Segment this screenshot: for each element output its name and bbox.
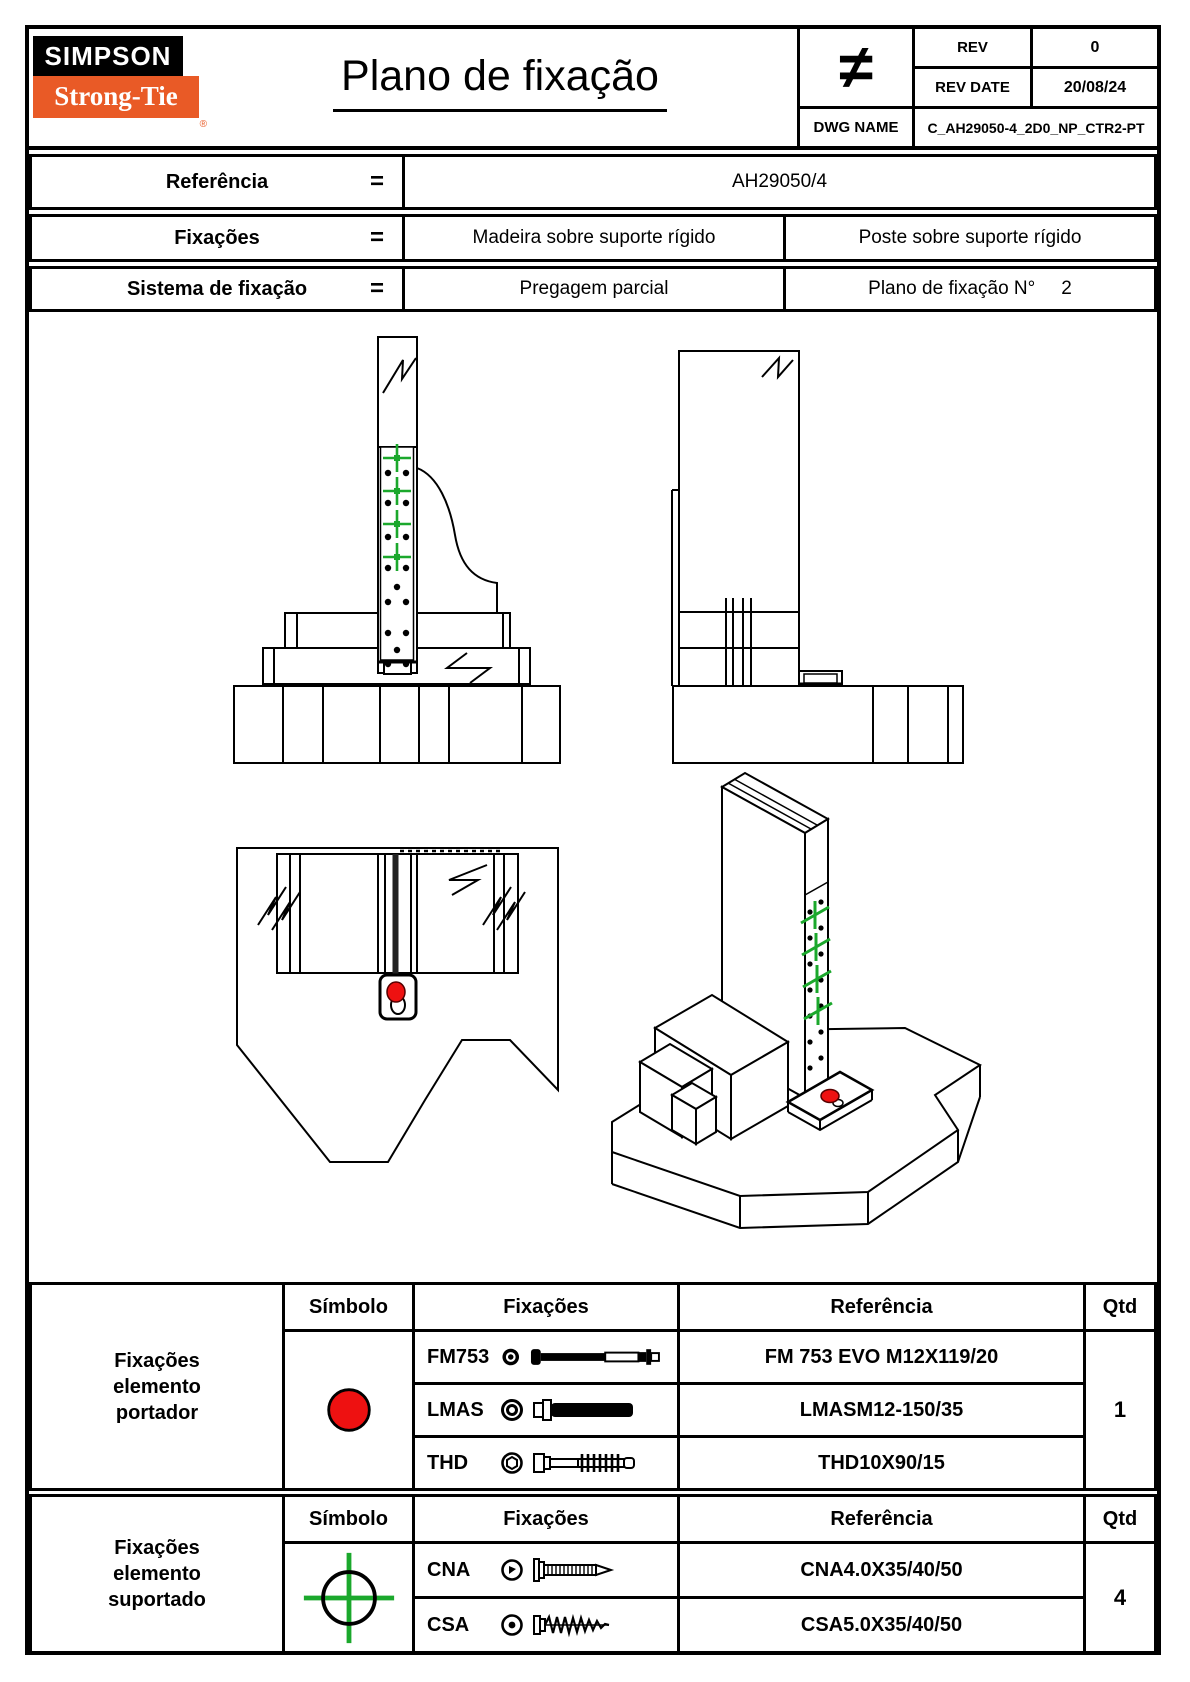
rev-date-value: 20/08/24	[1033, 69, 1157, 106]
col-header-qtd: Qtd	[1086, 1285, 1154, 1329]
col-header-qtd: Qtd	[1086, 1497, 1154, 1541]
cna-head-icon	[500, 1558, 524, 1582]
equals-sign: =	[369, 168, 384, 195]
csa-head-icon	[500, 1613, 524, 1637]
fixing-code: THD	[427, 1451, 469, 1474]
fixing-code: LMAS	[427, 1398, 484, 1421]
sistema-label: Sistema de fixação	[126, 277, 308, 300]
header-separator	[29, 146, 1157, 150]
referencia-label: Referência	[165, 170, 269, 193]
fixing-row-thd	[415, 1438, 677, 1488]
rev-label: REV	[915, 29, 1030, 66]
isometric-view	[612, 773, 980, 1228]
symbol-cell-portador	[285, 1332, 412, 1488]
sistema-row	[29, 266, 1157, 312]
referencia-value: AH29050/4	[405, 157, 1154, 207]
front-view	[234, 337, 560, 763]
side-view	[672, 351, 963, 763]
fm753-head-icon	[500, 1346, 521, 1368]
technical-drawing	[29, 312, 1157, 1280]
reference-csa: CSA5.0X35/40/50	[680, 1599, 1083, 1651]
title-block	[797, 29, 1157, 146]
group-label-suportado: Fixações elemento suportado	[32, 1497, 282, 1651]
csa-screw-graphic	[533, 1612, 643, 1638]
fixing-row-lmas	[415, 1385, 677, 1435]
fastener-table-portador	[29, 1282, 1157, 1491]
lmas-head-icon	[500, 1398, 524, 1422]
thd-screw-graphic	[533, 1450, 653, 1476]
fixing-code: CSA	[427, 1613, 470, 1636]
reference-row	[29, 154, 1157, 210]
col-header-simbolo: Símbolo	[285, 1285, 412, 1329]
fixing-code: CNA	[427, 1558, 471, 1581]
reference-lmas: LMASM12-150/35	[680, 1385, 1083, 1435]
col-header-fixacoes: Fixações	[415, 1285, 677, 1329]
simpson-strongtie-logo	[33, 36, 207, 130]
col-header-simbolo: Símbolo	[285, 1497, 412, 1541]
cna-nail-graphic	[533, 1557, 643, 1583]
rev-date-label: REV DATE	[915, 69, 1030, 106]
fixacoes-row	[29, 214, 1157, 262]
fixing-row-cna	[415, 1544, 677, 1596]
reference-fm753: FM 753 EVO M12X119/20	[680, 1332, 1083, 1382]
rev-value: 0	[1033, 29, 1157, 66]
registered-mark: ®	[199, 119, 207, 130]
sistema-value-left: Pregagem parcial	[405, 269, 783, 309]
col-header-referencia: Referência	[680, 1285, 1083, 1329]
dwg-name-value: C_AH29050-4_2D0_NP_CTR2-PT	[915, 109, 1157, 146]
plano-number-cell	[786, 269, 1154, 309]
page-title: Plano de fixação	[333, 52, 667, 112]
thd-head-icon	[500, 1451, 524, 1475]
fm753-bolt-graphic	[530, 1344, 677, 1370]
logo-strongtie: Strong-Tie	[33, 76, 199, 118]
fixacoes-label-cell	[32, 217, 402, 259]
fixing-row-csa	[415, 1599, 677, 1651]
equals-sign: =	[369, 224, 384, 251]
qty-portador: 1	[1086, 1332, 1154, 1488]
green-crosshair-circle-icon	[301, 1550, 397, 1646]
dwg-name-label: DWG NAME	[800, 109, 912, 146]
red-circle-icon	[314, 1375, 384, 1445]
group-label-portador: Fixações elemento portador	[32, 1285, 282, 1488]
plan-view	[237, 848, 558, 1162]
lmas-bolt-graphic	[533, 1397, 653, 1423]
fixacoes-value-right: Poste sobre suporte rígido	[786, 217, 1154, 259]
fixing-row-fm753	[415, 1332, 677, 1382]
anchor-symbol-red-dot-plan	[387, 982, 405, 1002]
sistema-label-cell	[32, 269, 402, 309]
projection-symbol-icon: ≠	[800, 29, 912, 106]
reference-thd: THD10X90/15	[680, 1438, 1083, 1488]
referencia-label-cell	[32, 157, 402, 207]
fixing-code: FM753	[427, 1345, 490, 1368]
fixacoes-label: Fixações	[174, 226, 260, 249]
anchor-symbol-red-dot-iso	[821, 1090, 839, 1103]
qty-suportado: 4	[1086, 1544, 1154, 1651]
fixacoes-value-left: Madeira sobre suporte rígido	[405, 217, 783, 259]
reference-cna: CNA4.0X35/40/50	[680, 1544, 1083, 1596]
plano-number-value: 2	[1061, 278, 1072, 299]
logo-simpson: SIMPSON	[33, 36, 183, 76]
equals-sign: =	[369, 275, 384, 302]
fastener-table-suportado	[29, 1494, 1157, 1654]
plano-number-label: Plano de fixação N°	[868, 278, 1036, 299]
col-header-fixacoes: Fixações	[415, 1497, 677, 1541]
col-header-referencia: Referência	[680, 1497, 1083, 1541]
symbol-cell-suportado	[285, 1544, 412, 1651]
